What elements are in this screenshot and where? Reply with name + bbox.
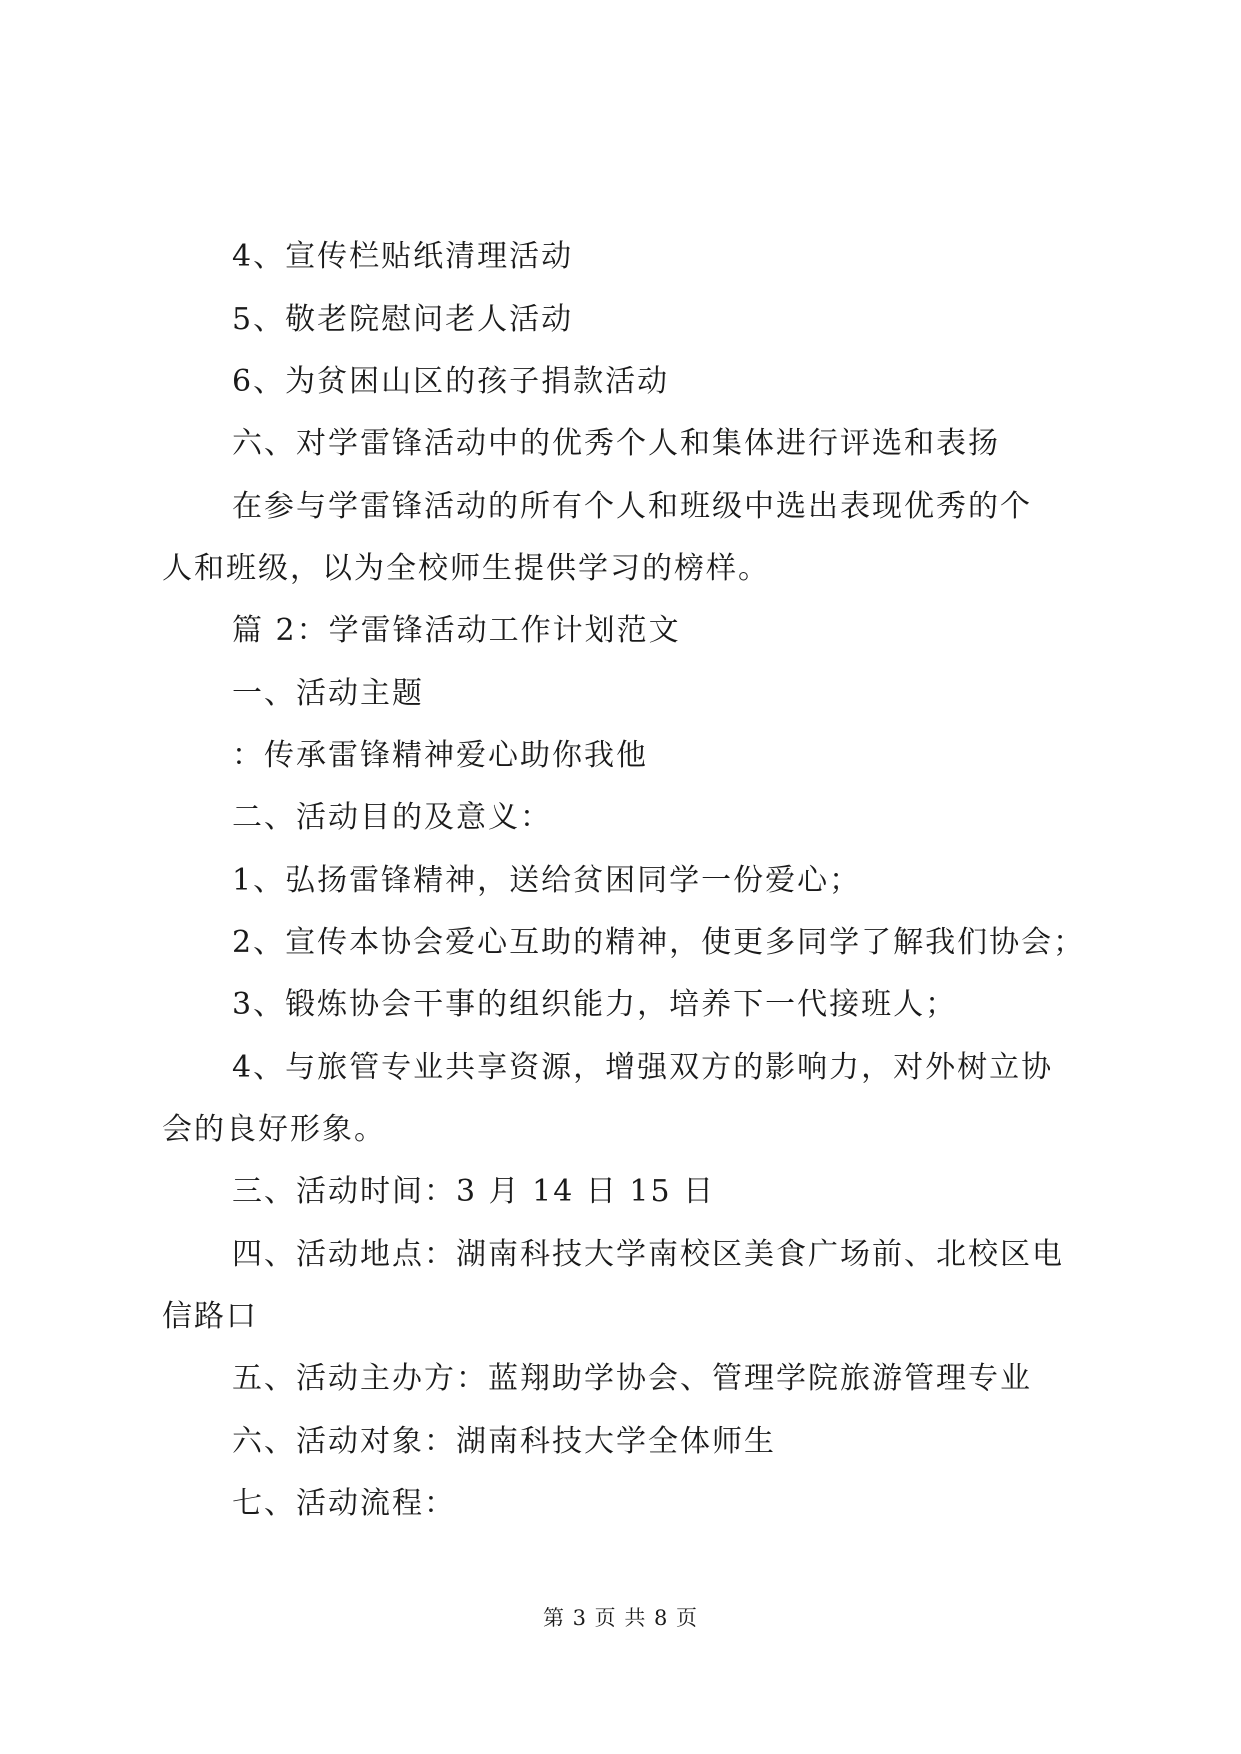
- paragraph-line: 4、宣传栏贴纸清理活动: [232, 239, 574, 274]
- section-heading: 三、活动时间：3 月 14 日 15 日: [232, 1174, 716, 1209]
- paragraph-line: 人和班级，以为全校师生提供学习的榜样。: [162, 551, 770, 586]
- section-heading: 五、活动主办方：蓝翔助学协会、管理学院旅游管理专业: [232, 1361, 1032, 1396]
- section-heading: 六、活动对象：湖南科技大学全体师生: [232, 1424, 776, 1459]
- paragraph-line: 6、为贫困山区的孩子捐款活动: [232, 364, 670, 399]
- paragraph-line: 3、锻炼协会干事的组织能力，培养下一代接班人；: [232, 987, 958, 1022]
- paragraph-line: 信路口: [162, 1299, 258, 1334]
- paragraph-line: 2、宣传本协会爱心互助的精神，使更多同学了解我们协会；: [232, 925, 1086, 960]
- section-heading: 四、活动地点：湖南科技大学南校区美食广场前、北校区电: [232, 1237, 1064, 1272]
- section-heading: 一、活动主题: [232, 676, 424, 711]
- section-heading: 七、活动流程：: [232, 1486, 456, 1521]
- page-number-footer: 第 3 页 共 8 页: [542, 1606, 699, 1630]
- section-heading: 六、对学雷锋活动中的优秀个人和集体进行评选和表扬: [232, 426, 1000, 461]
- paragraph-line: 4、与旅管专业共享资源，增强双方的影响力，对外树立协: [232, 1050, 1054, 1085]
- paragraph-line: 5、敬老院慰问老人活动: [232, 302, 574, 337]
- article-title: 篇 2：学雷锋活动工作计划范文: [232, 613, 681, 648]
- paragraph-line: 会的良好形象。: [162, 1112, 386, 1147]
- paragraph-line: ：传承雷锋精神爱心助你我他: [232, 738, 648, 773]
- paragraph-line: 1、弘扬雷锋精神，送给贫困同学一份爱心；: [232, 863, 862, 898]
- paragraph-line: 在参与学雷锋活动的所有个人和班级中选出表现优秀的个: [232, 489, 1032, 524]
- section-heading: 二、活动目的及意义：: [232, 800, 552, 835]
